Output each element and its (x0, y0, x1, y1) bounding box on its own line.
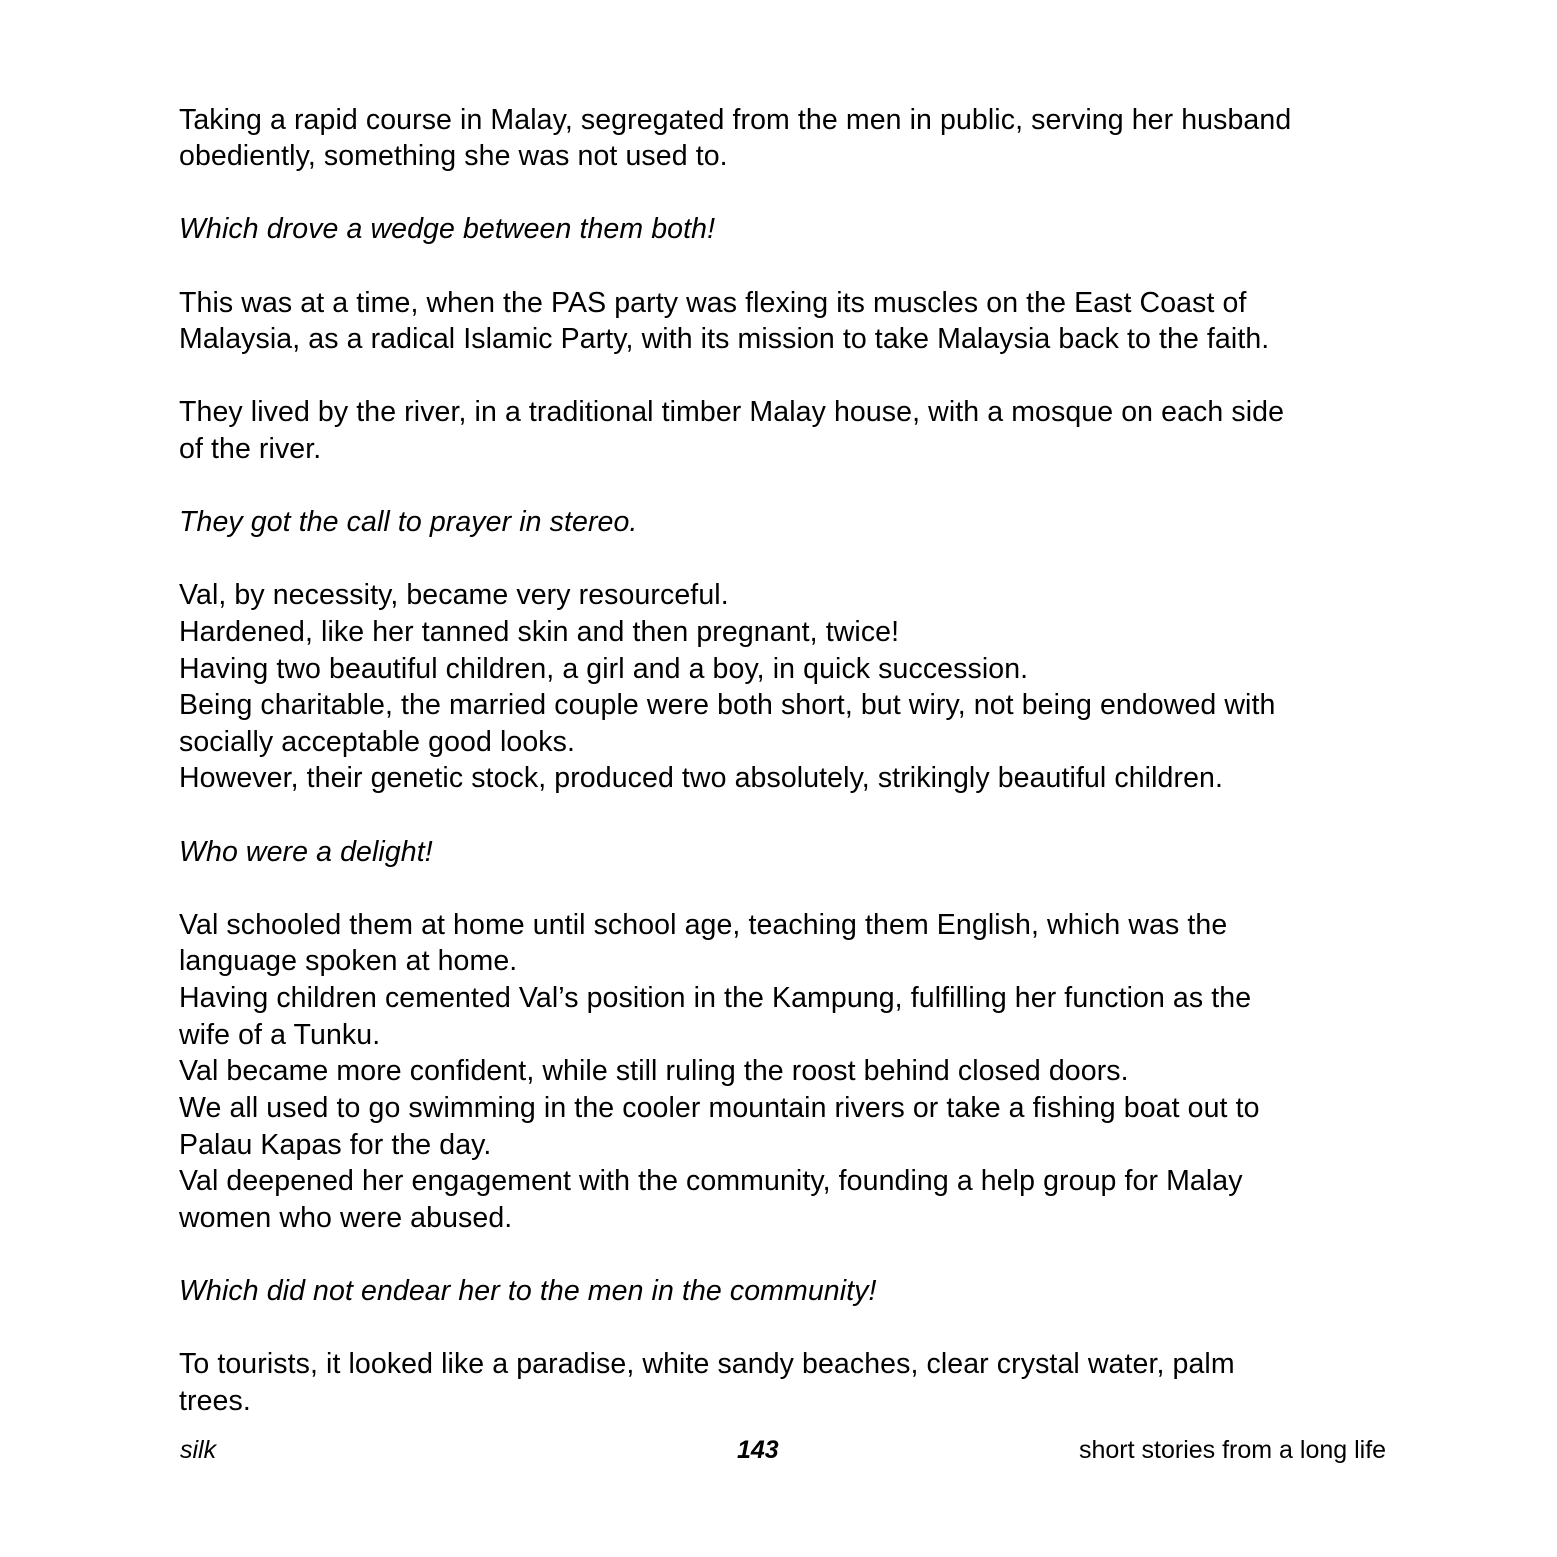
text-line: trees. (179, 1385, 251, 1417)
footer-series-title: short stories from a long life (1079, 1436, 1387, 1464)
italic-text-line: They got the call to prayer in stereo. (179, 506, 638, 538)
text-line: Being charitable, the married couple were both short, but wiry, not being endowed with (179, 689, 1276, 721)
italic-text-line: Who were a delight! (179, 836, 433, 868)
text-line: We all used to go swimming in the cooler mountain rivers or take a fishing boat out to (179, 1092, 1260, 1124)
italic-text-line: Which did not endear her to the men in the community! (179, 1275, 877, 1307)
text-line: Having children cemented Val’s position in the Kampung, fulfilling her function as the (179, 982, 1252, 1014)
text-line: Val schooled them at home until school age, teaching them English, which was the (179, 909, 1228, 941)
text-line: However, their genetic stock, produced two absolutely, strikingly beautiful children. (179, 762, 1224, 794)
text-line: of the river. (179, 433, 322, 465)
text-line: This was at a time, when the PAS party was flexing its muscles on the East Coast of (179, 287, 1247, 319)
text-line: Having two beautiful children, a girl and a boy, in quick succession. (179, 653, 1029, 685)
text-line: Malaysia, as a radical Islamic Party, with its mission to take Malaysia back to the faith. (179, 323, 1270, 355)
footer-book-title: silk (180, 1436, 217, 1464)
text-line: socially acceptable good looks. (179, 726, 576, 758)
text-line: They lived by the river, in a traditional timber Malay house, with a mosque on each side (179, 396, 1285, 428)
page-number: 143 (737, 1436, 779, 1464)
text-line: language spoken at home. (179, 945, 518, 977)
text-line: Taking a rapid course in Malay, segregated from the men in public, serving her husband (179, 104, 1292, 136)
text-line: obediently, something she was not used to. (179, 140, 728, 172)
text-line: women who were abused. (179, 1202, 513, 1234)
italic-text-line: Which drove a wedge between them both! (179, 213, 716, 245)
text-line: Val became more confident, while still ruling the roost behind closed doors. (179, 1055, 1129, 1087)
text-line: Palau Kapas for the day. (179, 1129, 492, 1161)
text-line: Val deepened her engagement with the community, founding a help group for Malay (179, 1165, 1243, 1197)
text-line: Val, by necessity, became very resourceful. (179, 579, 729, 611)
text-line: wife of a Tunku. (179, 1019, 381, 1051)
text-line: To tourists, it looked like a paradise, white sandy beaches, clear crystal water, palm (179, 1348, 1235, 1380)
text-line: Hardened, like her tanned skin and then pregnant, twice! (179, 616, 900, 648)
